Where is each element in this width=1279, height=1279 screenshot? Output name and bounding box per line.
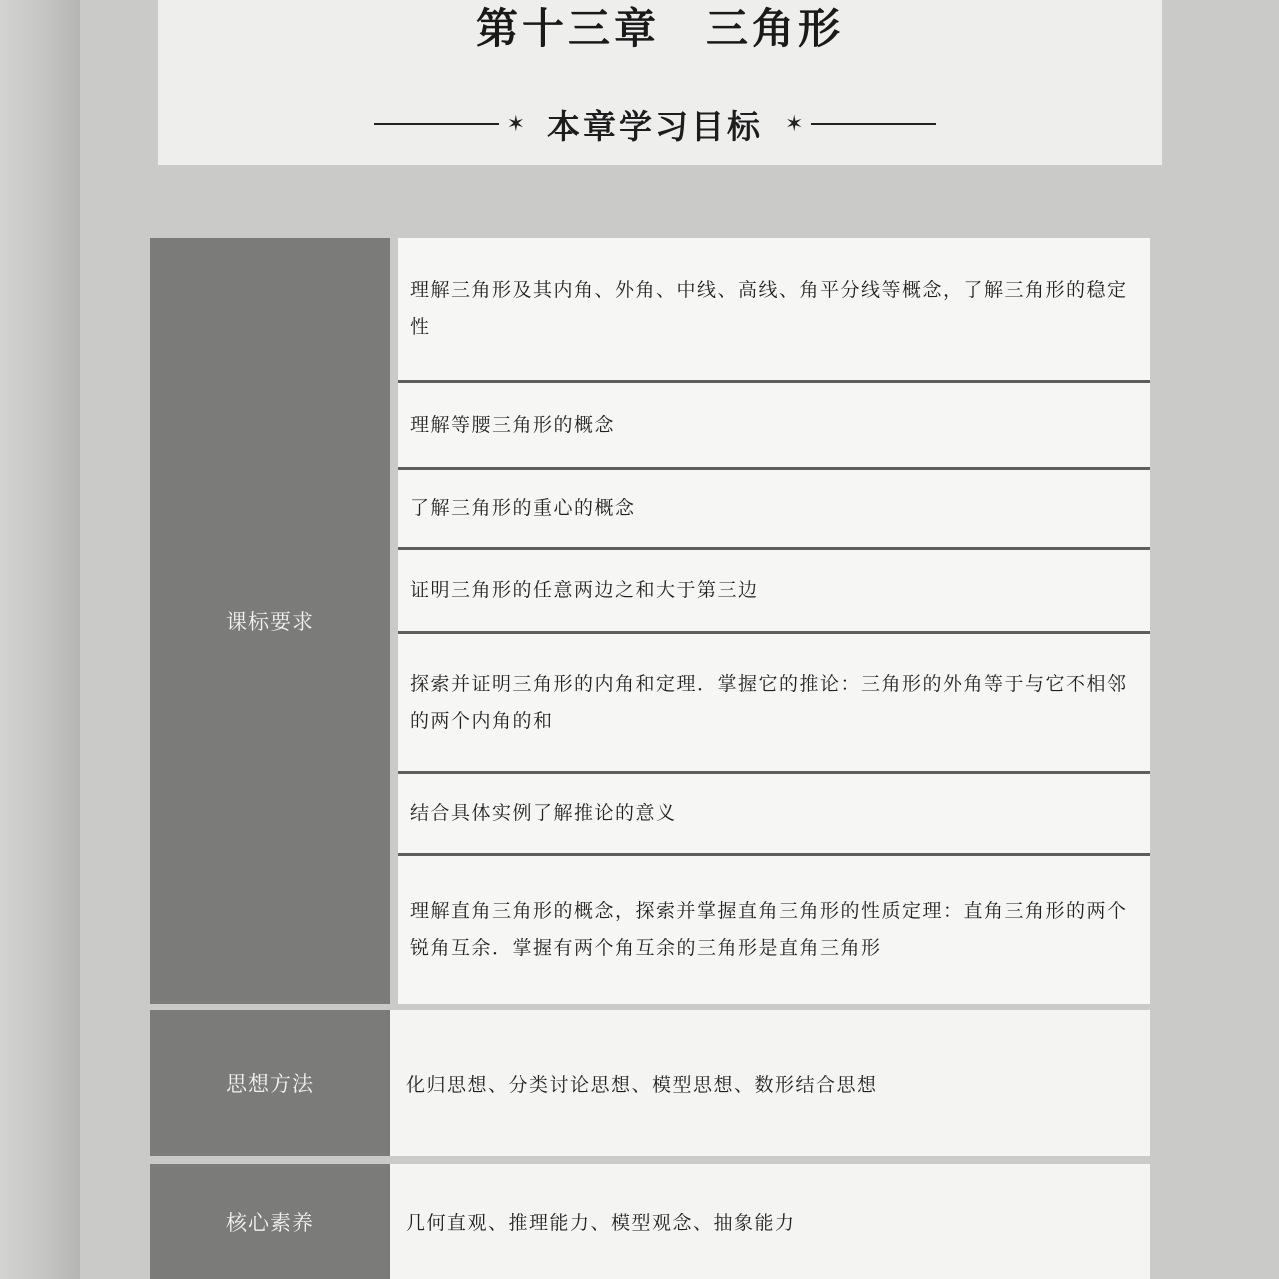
goal-text: 了解三角形的重心的概念 (410, 497, 636, 519)
row-label-text: 核心素养 (226, 1210, 314, 1235)
star-icon: ✶ (506, 111, 525, 137)
goal-item (398, 238, 1150, 383)
methods-content (390, 1010, 1150, 1156)
row-label-methods (150, 1010, 390, 1156)
goal-item (398, 634, 1150, 774)
star-icon: ✶ (785, 111, 804, 137)
section-title: 本章学习目标 (547, 106, 763, 146)
section-banner (350, 96, 960, 152)
goal-item (398, 383, 1150, 470)
goal-text: 探索并证明三角形的内角和定理．掌握它的推论：三角形的外角等于与它不相邻的两个内角的和 (410, 672, 1128, 732)
methods-text: 化归思想、分类讨论思想、模型思想、数形结合思想 (406, 1073, 878, 1096)
goal-text: 理解三角形及其内角、外角、中线、高线、角平分线等概念，了解三角形的稳定性 (410, 279, 1128, 338)
curriculum-items (398, 238, 1150, 1004)
goal-text: 证明三角形的任意两边之和大于第三边 (410, 579, 759, 601)
row-label-curriculum (150, 238, 390, 1004)
page-gutter (0, 0, 80, 1279)
row-label-text: 课标要求 (226, 610, 314, 634)
goal-item (398, 856, 1150, 1004)
goal-text: 结合具体实例了解推论的意义 (410, 802, 677, 824)
goal-item (398, 774, 1150, 856)
goal-item (398, 550, 1150, 634)
goal-text: 理解直角三角形的概念，探索并掌握直角三角形的性质定理：直角三角形的两个锐角互余．掌握有两个角互余的三角形是直角三角形 (410, 900, 1128, 959)
row-label-text: 思想方法 (226, 1072, 314, 1096)
literacy-content (390, 1164, 1150, 1279)
goal-text: 理解等腰三角形的概念 (410, 413, 616, 436)
chapter-title: 第十三章 三角形 (475, 4, 844, 53)
banner-line-left (374, 123, 499, 125)
literacy-text: 几何直观、推理能力、模型观念、抽象能力 (406, 1212, 796, 1234)
row-label-literacy (150, 1164, 390, 1279)
banner-line-right (811, 123, 936, 125)
goal-item (398, 470, 1150, 550)
learning-goals-table (150, 238, 1150, 1279)
